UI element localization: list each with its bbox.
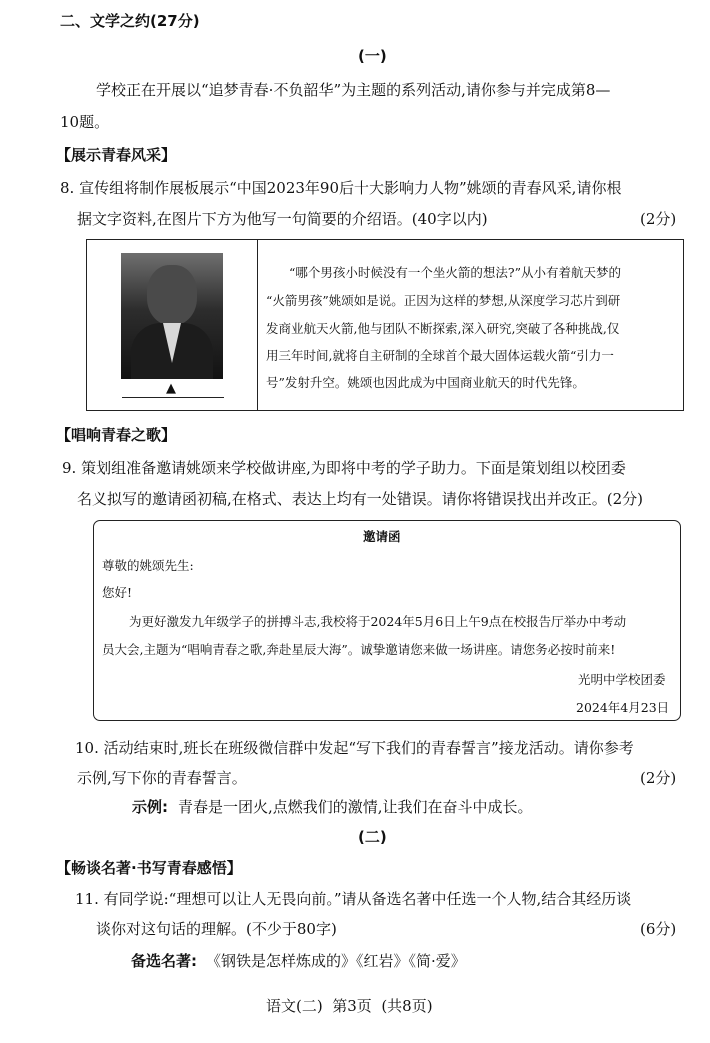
q9-line-1: 9. 策划组准备邀请姚颂来学校做讲座,为即将中考的学子助力。下面是策划组以校团委 — [62, 459, 626, 477]
q10-line-1: 10. 活动结束时,班长在班级微信群中发起“写下我们的青春誓言”接龙活动。请你参考 — [75, 739, 634, 757]
q10-example-label: 示例: — [132, 798, 168, 816]
quote-line-5: 号”发射升空。姚颂也因此成为中国商业航天的时代先锋。 — [266, 375, 585, 390]
q11-score: (6分) — [640, 920, 677, 938]
portrait-photo — [121, 253, 223, 379]
exhibit-divider — [257, 239, 258, 410]
block-header-song: 【唱响青春之歌】 — [56, 426, 177, 444]
q11-line-1: 11. 有同学说:“理想可以让人无畏向前。”请从备选名著中任选一个人物,结合其经历谈 — [75, 890, 632, 908]
page-footer: 语文(二) 第3页 (共8页) — [266, 997, 433, 1015]
invitation-body-line-1: 为更好激发九年级学子的拼搏斗志,我校将于2024年5月6日上午9点在校报告厅举办中考动 — [129, 614, 627, 629]
part-two-heading: (二) — [358, 828, 387, 846]
invitation-title: 邀请函 — [363, 529, 401, 544]
section-title: 二、文学之约(27分) — [60, 12, 200, 30]
block-header-showcase: 【展示青春风采】 — [56, 146, 177, 164]
q8-line-2: 据文字资料,在图片下方为他写一句简要的介绍语。(40字以内) — [77, 210, 488, 228]
q8-score: (2分) — [640, 210, 677, 228]
photo-caption-marker: ▲ — [166, 381, 176, 396]
books-label: 备选名著: — [131, 952, 197, 970]
invitation-salutation: 尊敬的姚颂先生: — [102, 558, 194, 573]
quote-line-2: “火箭男孩”姚颂如是说。正因为这样的梦想,从深度学习芯片到研 — [266, 293, 621, 308]
q8-line-1: 8. 宣传组将制作展板展示“中国2023年90后十大影响力人物”姚颂的青春风采,请你根 — [60, 179, 622, 197]
intro-line-2: 10题。 — [60, 113, 110, 131]
quote-line-1: “哪个男孩小时候没有一个坐火箭的想法?”从小有着航天梦的 — [289, 265, 621, 280]
books-list: 《钢铁是怎样炼成的》《红岩》《简·爱》 — [206, 952, 466, 970]
q11-line-2: 谈你对这句话的理解。(不少于80字) — [96, 920, 337, 938]
invitation-body-line-2: 员大会,主题为“唱响青春之歌,奔赴星辰大海”。诚挚邀请您来做一场讲座。请您务必按时前来! — [102, 642, 616, 657]
invitation-date: 2024年4月23日 — [576, 700, 670, 715]
quote-line-4: 用三年时间,就将自主研制的全球首个最大固体运载火箭“引力一 — [266, 348, 614, 363]
part-one-heading: (一) — [358, 47, 387, 65]
invitation-signature: 光明中学校团委 — [578, 672, 666, 687]
block-header-classics: 【畅谈名著·书写青春感悟】 — [56, 859, 242, 877]
q10-line-2: 示例,写下你的青春誓言。 — [77, 769, 247, 787]
q9-line-2: 名义拟写的邀请函初稿,在格式、表达上均有一处错误。请你将错误找出并改正。(2分) — [77, 490, 644, 508]
invitation-greeting: 您好! — [102, 585, 133, 600]
q10-example-text: 青春是一团火,点燃我们的激情,让我们在奋斗中成长。 — [178, 798, 533, 816]
intro-line-1: 学校正在开展以“追梦青春·不负韶华”为主题的系列活动,请你参与并完成第8— — [96, 81, 611, 99]
quote-line-3: 发商业航天火箭,他与团队不断探索,深入研究,突破了各种挑战,仅 — [266, 321, 620, 336]
q10-score: (2分) — [640, 769, 677, 787]
photo-caption-line — [122, 397, 224, 398]
